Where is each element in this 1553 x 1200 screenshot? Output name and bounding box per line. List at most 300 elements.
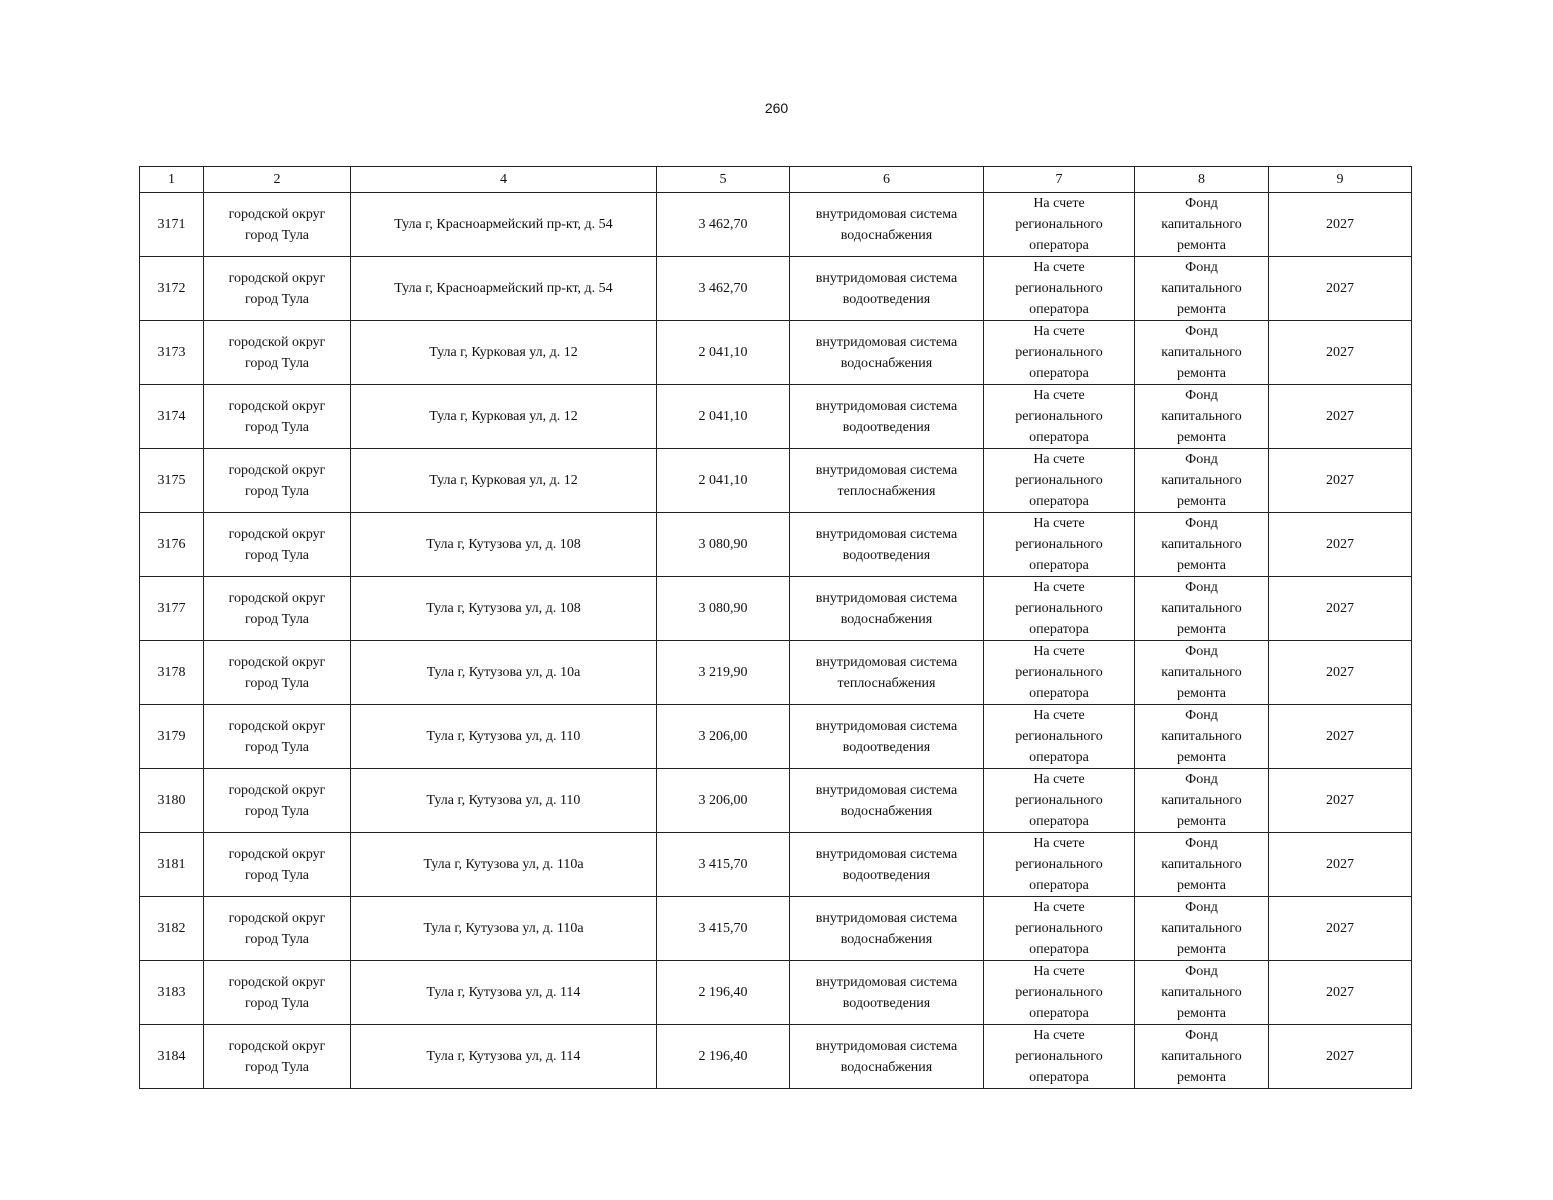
- year-cell: 2027: [1269, 1025, 1412, 1089]
- account-line: оператора: [1029, 430, 1089, 445]
- fund-line: ремонта: [1176, 1006, 1227, 1021]
- district-line: город Тула: [244, 611, 310, 627]
- system-line: внутридомовая система: [815, 590, 958, 606]
- system-lines: [794, 1036, 979, 1078]
- district-lines: [208, 908, 346, 950]
- system-line: внутридомовая система: [815, 398, 958, 414]
- district-line: городской округ: [228, 334, 326, 350]
- fund-cell: [1135, 385, 1269, 449]
- district-line: городской округ: [228, 590, 326, 606]
- fund-line: ремонта: [1176, 558, 1227, 573]
- area-cell: 3 462,70: [657, 257, 790, 321]
- district-cell: [204, 193, 351, 257]
- address-cell: Тула г, Кутузова ул, д. 110: [351, 769, 657, 833]
- address-cell: Тула г, Кутузова ул, д. 108: [351, 577, 657, 641]
- area-cell: 2 196,40: [657, 961, 790, 1025]
- account-lines: [988, 897, 1130, 960]
- address-cell: Тула г, Красноармейский пр-кт, д. 54: [351, 257, 657, 321]
- address-cell: Тула г, Курковая ул, д. 12: [351, 321, 657, 385]
- system-line: внутридомовая система: [815, 782, 958, 798]
- district-lines: [208, 844, 346, 886]
- fund-lines: [1139, 321, 1264, 384]
- address-cell: Тула г, Красноармейский пр-кт, д. 54: [351, 193, 657, 257]
- system-line: внутридомовая система: [815, 654, 958, 670]
- district-line: город Тула: [244, 483, 310, 499]
- account-lines: [988, 385, 1130, 448]
- system-line: внутридомовая система: [815, 718, 958, 734]
- system-lines: [794, 268, 979, 310]
- district-cell: [204, 641, 351, 705]
- system-line: внутридомовая система: [815, 910, 958, 926]
- district-line: городской округ: [228, 206, 326, 222]
- account-lines: [988, 577, 1130, 640]
- account-line: оператора: [1029, 1070, 1089, 1085]
- account-cell: [984, 769, 1135, 833]
- account-cell: [984, 897, 1135, 961]
- account-line: регионального: [1015, 345, 1103, 360]
- area-cell: 2 196,40: [657, 1025, 790, 1089]
- system-lines: [794, 332, 979, 374]
- system-cell: [790, 641, 984, 705]
- system-line: водоснабжения: [840, 803, 933, 819]
- account-line: На счете: [1033, 260, 1085, 275]
- fund-lines: [1139, 257, 1264, 320]
- district-lines: [208, 204, 346, 246]
- account-line: На счете: [1033, 836, 1085, 851]
- table-row: [140, 513, 1412, 577]
- account-lines: [988, 1025, 1130, 1088]
- year-cell: 2027: [1269, 257, 1412, 321]
- account-cell: [984, 705, 1135, 769]
- year-cell: 2027: [1269, 449, 1412, 513]
- fund-cell: [1135, 1025, 1269, 1089]
- account-line: оператора: [1029, 238, 1089, 253]
- system-line: водоотведения: [842, 547, 931, 563]
- system-cell: [790, 705, 984, 769]
- row-number-cell: 3172: [140, 257, 204, 321]
- system-line: водоотведения: [842, 291, 931, 307]
- fund-line: Фонд: [1185, 324, 1218, 339]
- system-line: водоотведения: [842, 739, 931, 755]
- year-cell: 2027: [1269, 513, 1412, 577]
- area-cell: 3 206,00: [657, 705, 790, 769]
- system-line: водоотведения: [842, 419, 931, 435]
- row-number-cell: 3174: [140, 385, 204, 449]
- row-number-cell: 3181: [140, 833, 204, 897]
- row-number-cell: 3175: [140, 449, 204, 513]
- year-cell: 2027: [1269, 641, 1412, 705]
- system-cell: [790, 1025, 984, 1089]
- table-row: [140, 769, 1412, 833]
- fund-line: Фонд: [1185, 196, 1218, 211]
- header-col-2: 2: [204, 167, 351, 193]
- account-line: На счете: [1033, 196, 1085, 211]
- fund-line: ремонта: [1176, 1070, 1227, 1085]
- area-cell: 3 415,70: [657, 897, 790, 961]
- fund-lines: [1139, 193, 1264, 256]
- fund-line: Фонд: [1185, 836, 1218, 851]
- district-lines: [208, 588, 346, 630]
- account-cell: [984, 385, 1135, 449]
- fund-lines: [1139, 385, 1264, 448]
- district-lines: [208, 268, 346, 310]
- fund-cell: [1135, 513, 1269, 577]
- system-line: водоснабжения: [840, 355, 933, 371]
- account-cell: [984, 513, 1135, 577]
- account-line: оператора: [1029, 622, 1089, 637]
- system-cell: [790, 833, 984, 897]
- table-row: [140, 833, 1412, 897]
- district-line: городской округ: [228, 270, 326, 286]
- account-line: На счете: [1033, 964, 1085, 979]
- district-cell: [204, 897, 351, 961]
- fund-line: капитального: [1161, 409, 1242, 424]
- system-lines: [794, 780, 979, 822]
- table-row: [140, 449, 1412, 513]
- year-cell: 2027: [1269, 385, 1412, 449]
- year-cell: 2027: [1269, 321, 1412, 385]
- account-cell: [984, 641, 1135, 705]
- district-lines: [208, 716, 346, 758]
- fund-line: Фонд: [1185, 516, 1218, 531]
- fund-lines: [1139, 641, 1264, 704]
- district-line: городской округ: [228, 782, 326, 798]
- district-lines: [208, 396, 346, 438]
- system-line: внутридомовая система: [815, 270, 958, 286]
- table-row: [140, 1025, 1412, 1089]
- system-line: внутридомовая система: [815, 334, 958, 350]
- fund-cell: [1135, 577, 1269, 641]
- header-col-8: 8: [1135, 167, 1269, 193]
- fund-line: Фонд: [1185, 1028, 1218, 1043]
- district-line: городской округ: [228, 974, 326, 990]
- system-cell: [790, 321, 984, 385]
- account-cell: [984, 1025, 1135, 1089]
- account-line: регионального: [1015, 409, 1103, 424]
- fund-cell: [1135, 641, 1269, 705]
- account-lines: [988, 833, 1130, 896]
- year-cell: 2027: [1269, 705, 1412, 769]
- area-cell: 3 080,90: [657, 513, 790, 577]
- district-line: город Тула: [244, 291, 310, 307]
- system-cell: [790, 513, 984, 577]
- system-cell: [790, 385, 984, 449]
- fund-lines: [1139, 833, 1264, 896]
- district-line: городской округ: [228, 462, 326, 478]
- system-line: внутридомовая система: [815, 462, 958, 478]
- account-cell: [984, 577, 1135, 641]
- row-number-cell: 3171: [140, 193, 204, 257]
- district-line: городской округ: [228, 910, 326, 926]
- district-line: город Тула: [244, 867, 310, 883]
- district-line: город Тула: [244, 931, 310, 947]
- header-col-7: 7: [984, 167, 1135, 193]
- account-line: оператора: [1029, 878, 1089, 893]
- fund-line: Фонд: [1185, 452, 1218, 467]
- district-lines: [208, 524, 346, 566]
- district-line: городской округ: [228, 718, 326, 734]
- fund-line: капитального: [1161, 985, 1242, 1000]
- fund-line: капитального: [1161, 857, 1242, 872]
- fund-lines: [1139, 961, 1264, 1024]
- account-cell: [984, 833, 1135, 897]
- header-col-4: 4: [351, 167, 657, 193]
- account-line: оператора: [1029, 942, 1089, 957]
- district-line: город Тула: [244, 227, 310, 243]
- fund-lines: [1139, 1025, 1264, 1088]
- district-line: город Тула: [244, 675, 310, 691]
- district-lines: [208, 972, 346, 1014]
- page-number: 260: [764, 100, 789, 116]
- fund-line: ремонта: [1176, 686, 1227, 701]
- fund-line: ремонта: [1176, 238, 1227, 253]
- account-lines: [988, 641, 1130, 704]
- system-cell: [790, 961, 984, 1025]
- account-lines: [988, 513, 1130, 576]
- fund-lines: [1139, 705, 1264, 768]
- year-cell: 2027: [1269, 193, 1412, 257]
- area-cell: 3 415,70: [657, 833, 790, 897]
- fund-line: капитального: [1161, 473, 1242, 488]
- system-line: водоотведения: [842, 867, 931, 883]
- account-line: На счете: [1033, 900, 1085, 915]
- area-cell: 3 219,90: [657, 641, 790, 705]
- district-cell: [204, 513, 351, 577]
- year-cell: 2027: [1269, 897, 1412, 961]
- district-line: городской округ: [228, 654, 326, 670]
- district-line: город Тула: [244, 547, 310, 563]
- district-cell: [204, 321, 351, 385]
- area-cell: 3 206,00: [657, 769, 790, 833]
- fund-cell: [1135, 705, 1269, 769]
- fund-line: ремонта: [1176, 750, 1227, 765]
- system-line: теплоснабжения: [837, 675, 936, 691]
- account-cell: [984, 961, 1135, 1025]
- area-cell: 2 041,10: [657, 385, 790, 449]
- fund-line: Фонд: [1185, 260, 1218, 275]
- district-lines: [208, 652, 346, 694]
- account-line: регионального: [1015, 1049, 1103, 1064]
- fund-line: ремонта: [1176, 814, 1227, 829]
- account-line: регионального: [1015, 217, 1103, 232]
- account-lines: [988, 321, 1130, 384]
- fund-line: капитального: [1161, 281, 1242, 296]
- fund-line: капитального: [1161, 537, 1242, 552]
- area-cell: 2 041,10: [657, 449, 790, 513]
- fund-line: ремонта: [1176, 302, 1227, 317]
- district-line: город Тула: [244, 1059, 310, 1075]
- table-row: [140, 897, 1412, 961]
- account-line: оператора: [1029, 366, 1089, 381]
- system-line: теплоснабжения: [837, 483, 936, 499]
- system-lines: [794, 908, 979, 950]
- fund-cell: [1135, 321, 1269, 385]
- fund-line: капитального: [1161, 729, 1242, 744]
- fund-line: Фонд: [1185, 900, 1218, 915]
- account-line: оператора: [1029, 558, 1089, 573]
- account-line: регионального: [1015, 537, 1103, 552]
- system-lines: [794, 460, 979, 502]
- district-line: город Тула: [244, 995, 310, 1011]
- fund-line: капитального: [1161, 921, 1242, 936]
- district-line: город Тула: [244, 355, 310, 371]
- fund-line: Фонд: [1185, 644, 1218, 659]
- account-line: регионального: [1015, 985, 1103, 1000]
- account-lines: [988, 769, 1130, 832]
- table-row: [140, 385, 1412, 449]
- account-line: На счете: [1033, 772, 1085, 787]
- account-line: оператора: [1029, 1006, 1089, 1021]
- fund-lines: [1139, 897, 1264, 960]
- fund-line: Фонд: [1185, 964, 1218, 979]
- header-col-9: 9: [1269, 167, 1412, 193]
- fund-line: Фонд: [1185, 708, 1218, 723]
- row-number-cell: 3178: [140, 641, 204, 705]
- address-cell: Тула г, Кутузова ул, д. 114: [351, 961, 657, 1025]
- district-lines: [208, 460, 346, 502]
- account-line: оператора: [1029, 686, 1089, 701]
- system-line: внутридомовая система: [815, 846, 958, 862]
- account-line: оператора: [1029, 750, 1089, 765]
- system-line: водоснабжения: [840, 611, 933, 627]
- system-line: водоснабжения: [840, 227, 933, 243]
- fund-line: ремонта: [1176, 494, 1227, 509]
- district-cell: [204, 257, 351, 321]
- account-line: регионального: [1015, 281, 1103, 296]
- table-row: [140, 193, 1412, 257]
- fund-lines: [1139, 769, 1264, 832]
- header-col-5: 5: [657, 167, 790, 193]
- fund-cell: [1135, 961, 1269, 1025]
- district-cell: [204, 1025, 351, 1089]
- fund-cell: [1135, 257, 1269, 321]
- district-line: городской округ: [228, 1038, 326, 1054]
- fund-line: ремонта: [1176, 366, 1227, 381]
- account-line: оператора: [1029, 814, 1089, 829]
- account-lines: [988, 705, 1130, 768]
- system-lines: [794, 716, 979, 758]
- fund-line: ремонта: [1176, 622, 1227, 637]
- district-cell: [204, 961, 351, 1025]
- account-line: На счете: [1033, 644, 1085, 659]
- fund-line: Фонд: [1185, 580, 1218, 595]
- fund-line: капитального: [1161, 345, 1242, 360]
- address-cell: Тула г, Курковая ул, д. 12: [351, 449, 657, 513]
- account-line: регионального: [1015, 601, 1103, 616]
- system-line: внутридомовая система: [815, 974, 958, 990]
- fund-cell: [1135, 193, 1269, 257]
- account-line: На счете: [1033, 452, 1085, 467]
- system-cell: [790, 257, 984, 321]
- account-lines: [988, 961, 1130, 1024]
- fund-line: капитального: [1161, 793, 1242, 808]
- account-line: На счете: [1033, 516, 1085, 531]
- system-lines: [794, 524, 979, 566]
- system-cell: [790, 449, 984, 513]
- year-cell: 2027: [1269, 961, 1412, 1025]
- district-cell: [204, 385, 351, 449]
- district-lines: [208, 1036, 346, 1078]
- account-cell: [984, 257, 1135, 321]
- table-row: [140, 321, 1412, 385]
- fund-line: Фонд: [1185, 388, 1218, 403]
- district-cell: [204, 449, 351, 513]
- fund-lines: [1139, 577, 1264, 640]
- year-cell: 2027: [1269, 577, 1412, 641]
- row-number-cell: 3173: [140, 321, 204, 385]
- row-number-cell: 3182: [140, 897, 204, 961]
- account-line: На счете: [1033, 1028, 1085, 1043]
- area-cell: 3 080,90: [657, 577, 790, 641]
- district-cell: [204, 769, 351, 833]
- table-row: [140, 641, 1412, 705]
- system-line: внутридомовая система: [815, 1038, 958, 1054]
- fund-cell: [1135, 769, 1269, 833]
- district-line: городской округ: [228, 526, 326, 542]
- table-row: [140, 257, 1412, 321]
- district-line: город Тула: [244, 419, 310, 435]
- system-lines: [794, 844, 979, 886]
- fund-line: Фонд: [1185, 772, 1218, 787]
- system-line: водоснабжения: [840, 931, 933, 947]
- district-lines: [208, 332, 346, 374]
- district-lines: [208, 780, 346, 822]
- system-cell: [790, 897, 984, 961]
- account-line: регионального: [1015, 857, 1103, 872]
- account-line: На счете: [1033, 388, 1085, 403]
- system-cell: [790, 769, 984, 833]
- system-lines: [794, 652, 979, 694]
- account-cell: [984, 193, 1135, 257]
- account-line: регионального: [1015, 793, 1103, 808]
- district-line: город Тула: [244, 739, 310, 755]
- account-line: оператора: [1029, 302, 1089, 317]
- system-lines: [794, 396, 979, 438]
- fund-line: ремонта: [1176, 430, 1227, 445]
- district-line: город Тула: [244, 803, 310, 819]
- table-row: [140, 577, 1412, 641]
- account-line: регионального: [1015, 473, 1103, 488]
- account-line: регионального: [1015, 921, 1103, 936]
- area-cell: 3 462,70: [657, 193, 790, 257]
- fund-cell: [1135, 833, 1269, 897]
- table-row: [140, 705, 1412, 769]
- fund-line: капитального: [1161, 601, 1242, 616]
- year-cell: 2027: [1269, 769, 1412, 833]
- account-line: оператора: [1029, 494, 1089, 509]
- system-lines: [794, 588, 979, 630]
- fund-line: капитального: [1161, 217, 1242, 232]
- district-line: городской округ: [228, 398, 326, 414]
- account-cell: [984, 449, 1135, 513]
- header-col-6: 6: [790, 167, 984, 193]
- area-cell: 2 041,10: [657, 321, 790, 385]
- address-cell: Тула г, Кутузова ул, д. 110а: [351, 833, 657, 897]
- account-cell: [984, 321, 1135, 385]
- header-col-1: 1: [140, 167, 204, 193]
- row-number-cell: 3183: [140, 961, 204, 1025]
- fund-cell: [1135, 897, 1269, 961]
- fund-lines: [1139, 513, 1264, 576]
- account-line: На счете: [1033, 708, 1085, 723]
- row-number-cell: 3179: [140, 705, 204, 769]
- fund-cell: [1135, 449, 1269, 513]
- account-line: регионального: [1015, 665, 1103, 680]
- address-cell: Тула г, Кутузова ул, д. 110: [351, 705, 657, 769]
- account-line: регионального: [1015, 729, 1103, 744]
- system-line: водоснабжения: [840, 1059, 933, 1075]
- system-cell: [790, 193, 984, 257]
